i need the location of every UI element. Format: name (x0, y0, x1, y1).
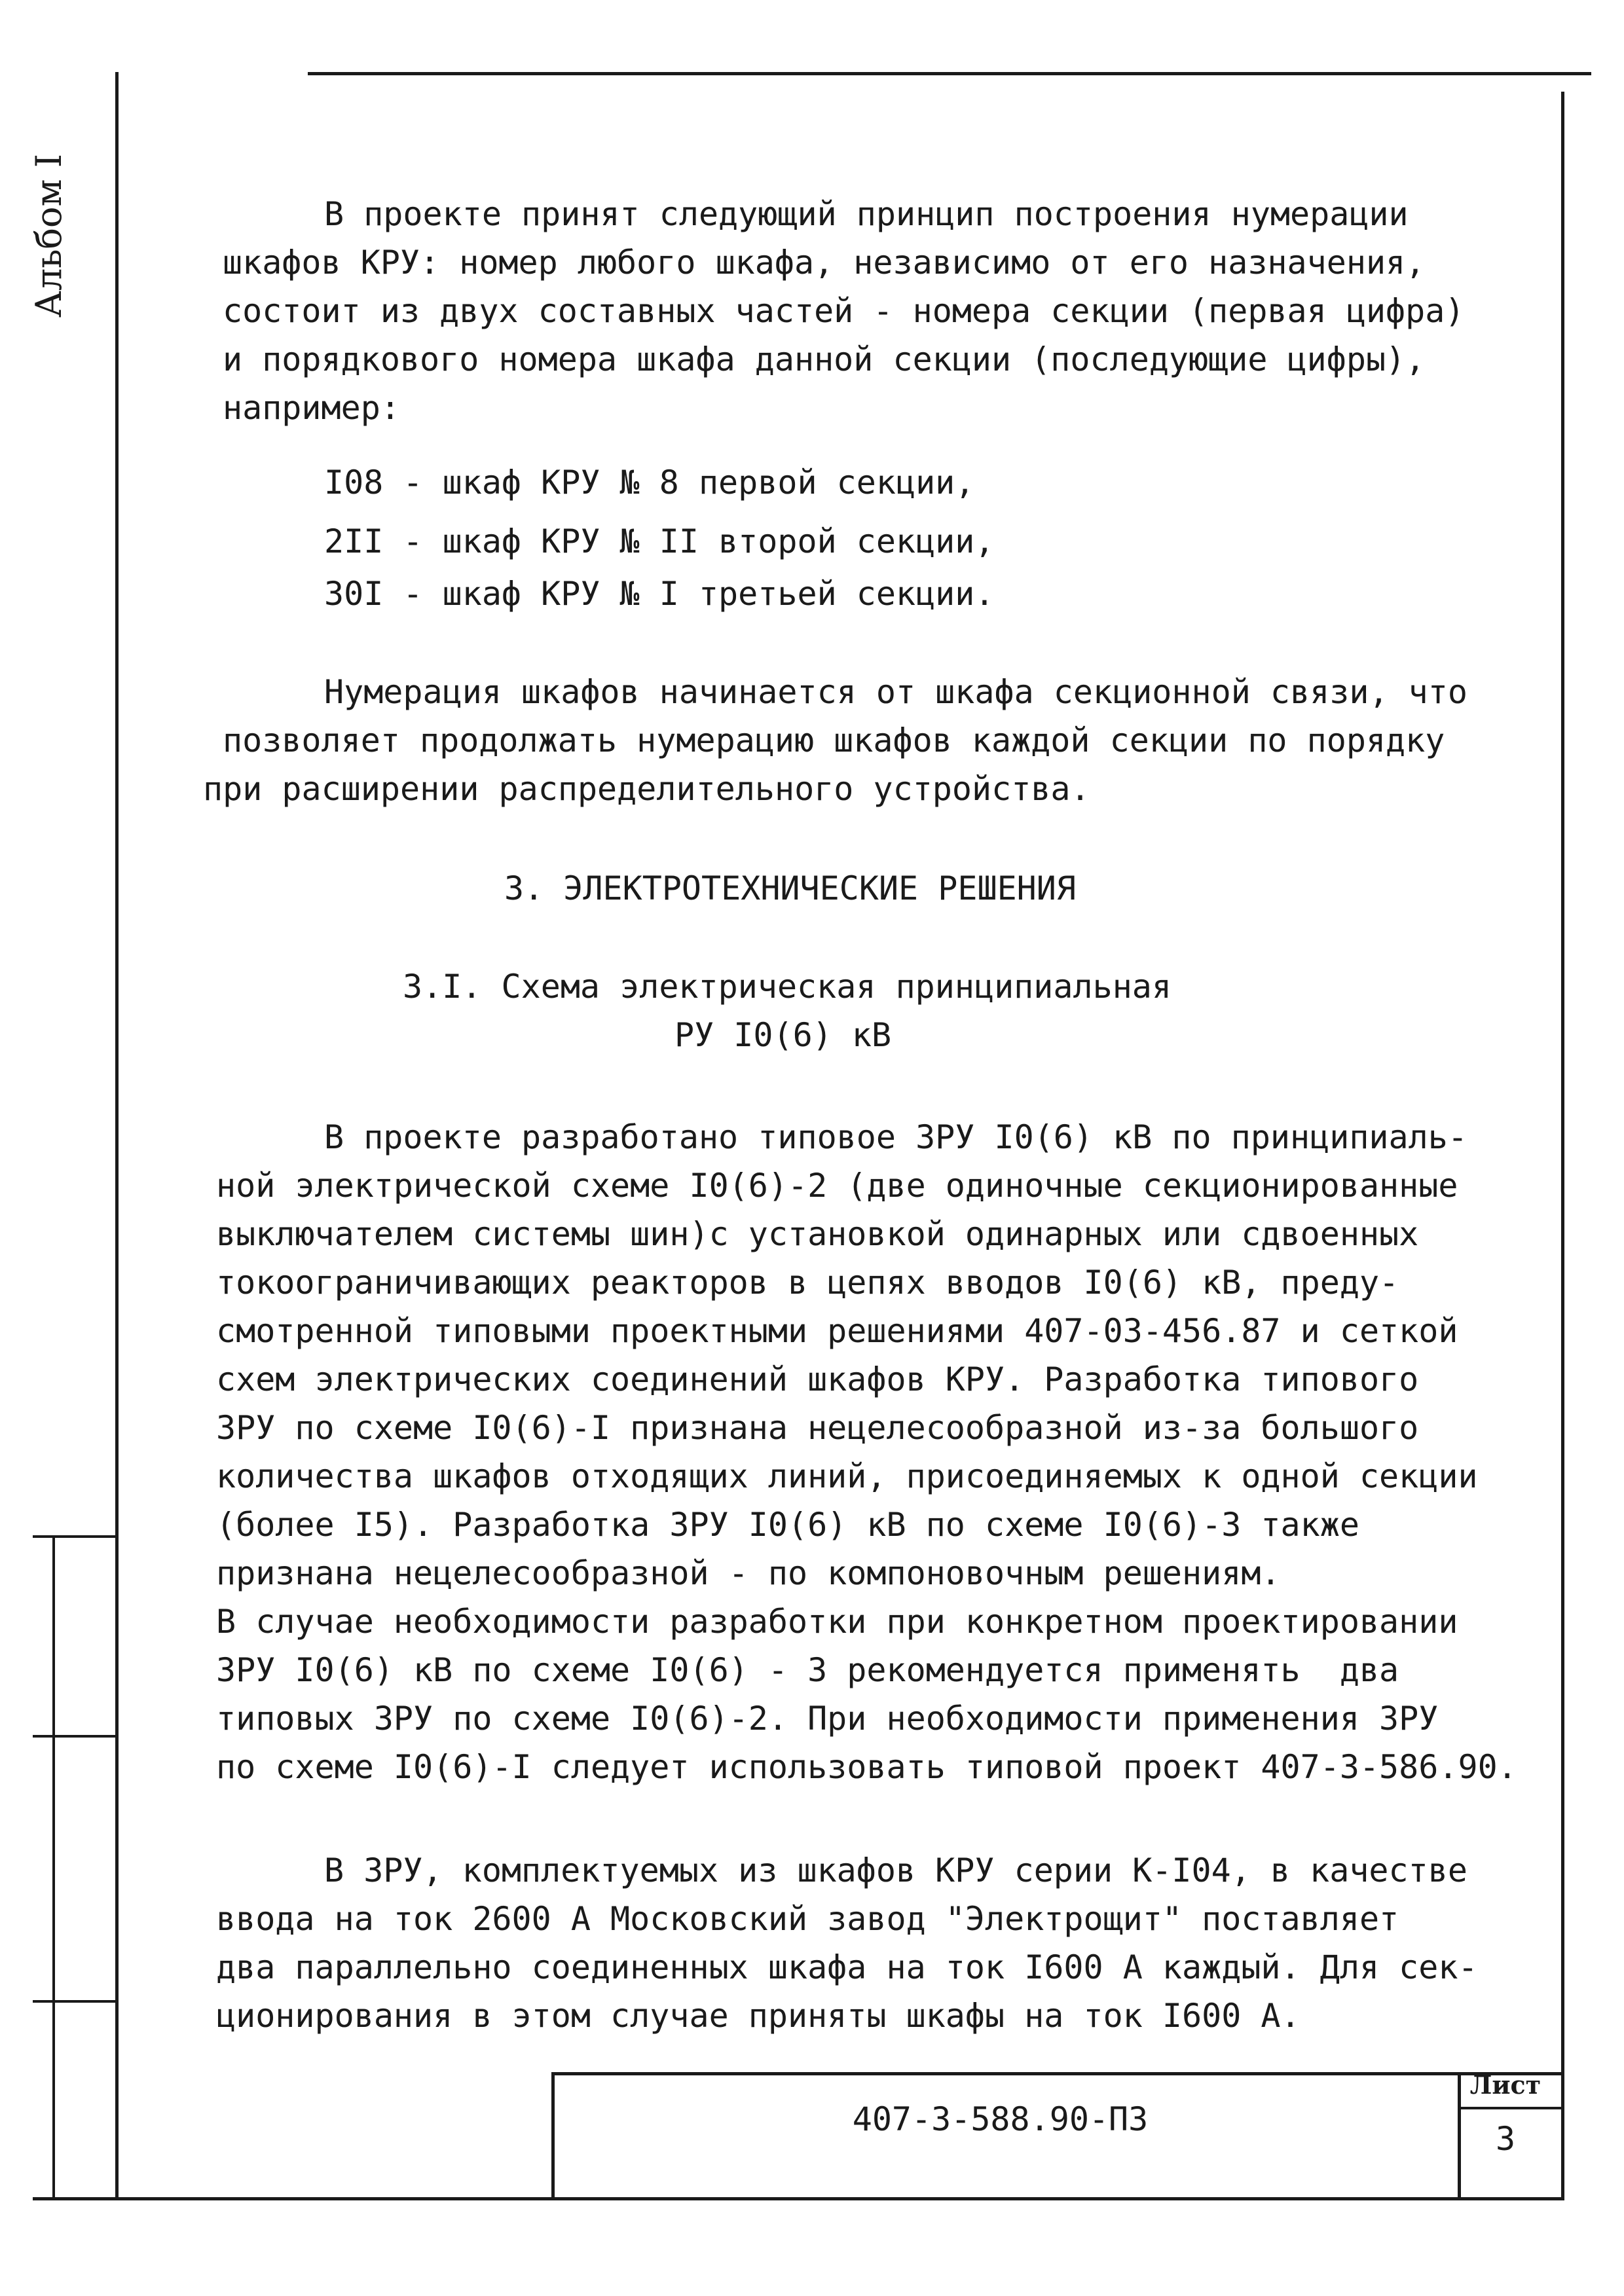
para1-line-5: например: (223, 389, 400, 427)
para4-line-3: два параллельно соединенных шкафа на ток I600 А каждый. Для сек- (216, 1948, 1478, 1986)
para3-line-2: ной электрической схеме I0(6)-2 (две одиночные секционированные (216, 1167, 1458, 1205)
frame-right-border (1561, 92, 1564, 2200)
para3-line-12: ЗРУ I0(6) кВ по схеме I0(6) - 3 рекомендуется применять два (216, 1651, 1399, 1689)
example-line-3: 30I - шкаф КРУ № I третьей секции. (324, 575, 995, 613)
para3-line-5: смотренной типовыми проектными решениями 407-03-456.87 и сеткой (216, 1312, 1458, 1350)
para3-line-3: выключателем системы шин)с установкой одинарных или сдвоенных (216, 1215, 1419, 1253)
frame-top-border (308, 72, 1591, 75)
album-side-label: Альбом I (28, 153, 69, 318)
margin-strip-rule-2 (33, 1735, 118, 1738)
para4-line-4: ционирования в этом случае приняты шкафы на ток I600 А. (216, 1997, 1301, 2035)
para1-line-2: шкафов КРУ: номер любого шкафа, независимо от его назначения, (223, 244, 1426, 282)
para4-line-1: В ЗРУ, комплектуемых из шкафов КРУ серии К-I04, в качестве (324, 1851, 1467, 1889)
para1-line-3: состоит из двух составных частей - номера секции (первая цифра) (223, 292, 1465, 330)
para4-line-2: ввода на ток 2600 А Московский завод "Электрощит" поставляет (216, 1900, 1399, 1938)
para3-line-10: признана нецелесообразной - по компоновочным решениям. (216, 1554, 1281, 1592)
para3-line-7: ЗРУ по схеме I0(6)-I признана нецелесообразной из-за большого (216, 1409, 1419, 1447)
document-code: 407-3-588.90-ПЗ (852, 2100, 1149, 2138)
sheet-number: 3 (1495, 2120, 1516, 2158)
margin-strip-rule-1 (33, 1535, 118, 1538)
subsection-heading-line-2: РУ I0(6) кВ (674, 1016, 892, 1054)
title-block-top-line (551, 2072, 1563, 2075)
example-line-2: 2II - шкаф КРУ № II второй секции, (324, 522, 995, 560)
frame-left-border (115, 72, 119, 2200)
title-block-sheet-rule (1458, 2107, 1562, 2109)
para3-line-8: количества шкафов отходящих линий, присоединяемых к одной секции (216, 1457, 1478, 1495)
frame-bottom-border (33, 2197, 1564, 2200)
para3-line-1: В проекте разработано типовое ЗРУ I0(6) кВ по принципиаль- (324, 1118, 1467, 1156)
para1-line-4: и порядкового номера шкафа данной секции (последующие цифры), (223, 340, 1426, 378)
para3-line-13: типовых ЗРУ по схеме I0(6)-2. При необходимости применения ЗРУ (216, 1700, 1439, 1738)
para3-line-14: по схеме I0(6)-I следует использовать типовой проект 407-3-586.90. (216, 1748, 1517, 1786)
para2-line-3: при расширении распределительного устройства. (203, 770, 1090, 808)
para3-line-4: токоограничивающих реакторов в цепях вводов I0(6) кВ, преду- (216, 1264, 1399, 1302)
section-heading: 3. ЭЛЕКТРОТЕХНИЧЕСКИЕ РЕШЕНИЯ (504, 869, 1076, 907)
example-line-1: I08 - шкаф КРУ № 8 первой секции, (324, 464, 975, 501)
margin-strip-inner-line (52, 1535, 55, 2200)
sheet-label: Лист (1469, 2070, 1541, 2100)
para1-line-1: В проекте принят следующий принцип построения нумерации (324, 195, 1409, 233)
para3-line-11: В случае необходимости разработки при конкретном проектировании (216, 1603, 1458, 1641)
para3-line-6: схем электрических соединений шкафов КРУ. Разработка типового (216, 1360, 1419, 1398)
para3-line-9: (более I5). Разработка ЗРУ I0(6) кВ по схеме I0(6)-3 также (216, 1506, 1359, 1544)
para2-line-1: Нумерация шкафов начинается от шкафа секционной связи, что (324, 673, 1467, 711)
subsection-heading-line-1: 3.I. Схема электрическая принципиальная (403, 968, 1172, 1006)
para2-line-2: позволяет продолжать нумерацию шкафов каждой секции по порядку (223, 721, 1445, 759)
margin-strip-rule-3 (33, 2000, 118, 2003)
